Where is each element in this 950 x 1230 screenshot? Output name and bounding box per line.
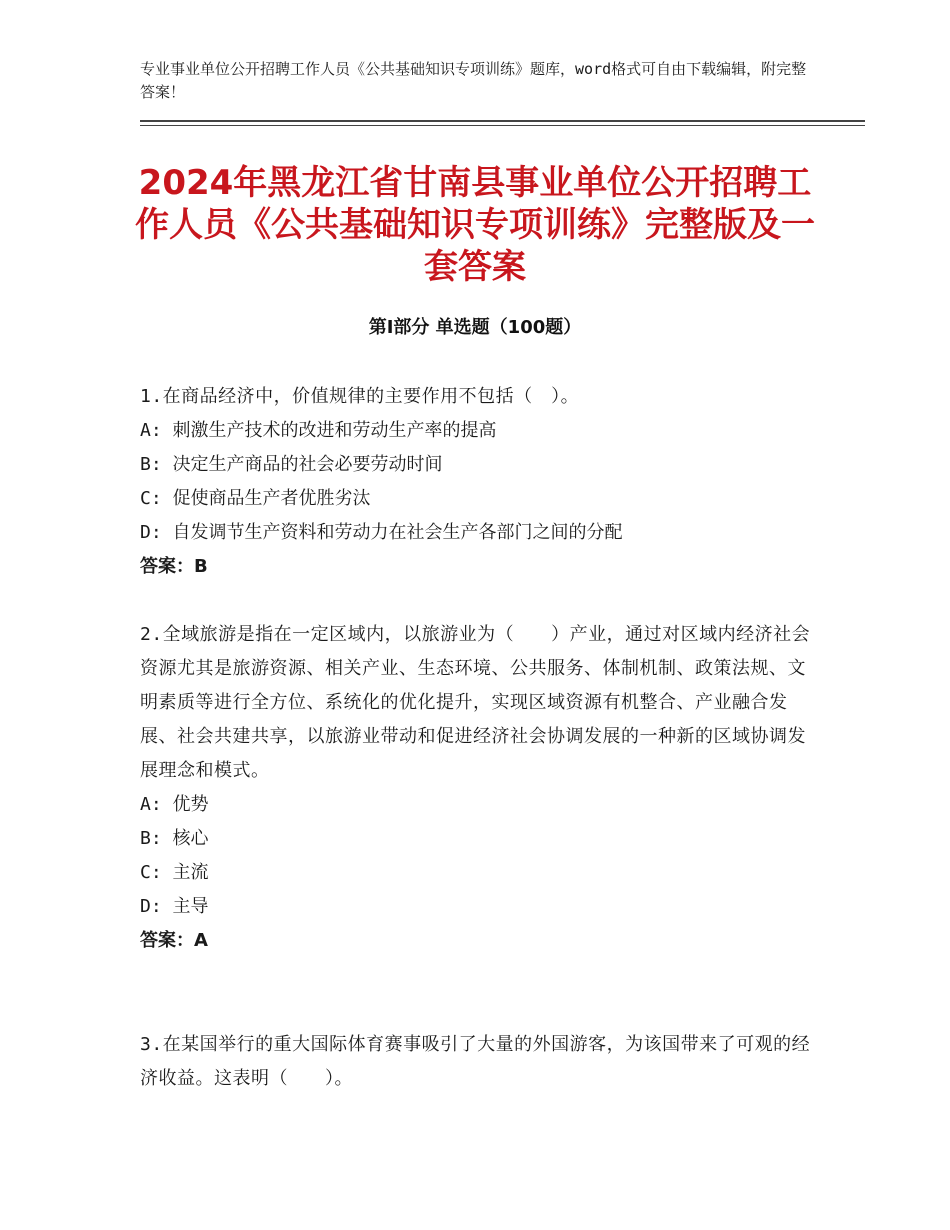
option-d: D: 主导 <box>140 896 209 917</box>
question-stem: 2.全域旅游是指在一定区域内，以旅游业为（ ）产业，通过对区域内经济社会资源尤其是旅游资源、相关产业、生态环境、公共服务、体制机制、政策法规、文明素质等进行全方位、系统化的优化提升，实现区域资源有机整合、产业融合发展、社会共建共享，以旅游业带动和促进经济社会协调发展的一种新的区域协调发展理念和模式。 <box>140 624 811 781</box>
option-a: A: 优势 <box>140 794 209 815</box>
answer: 答案：A <box>140 930 208 951</box>
question-stem: 1.在商品经济中，价值规律的主要作用不包括（ ）。 <box>140 386 580 407</box>
option-c: C: 促使商品生产者优胜劣汰 <box>140 488 371 509</box>
question-2 <box>140 618 820 958</box>
option-d: D: 自发调节生产资料和劳动力在社会生产各部门之间的分配 <box>140 522 623 543</box>
question-stem: 3.在某国举行的重大国际体育赛事吸引了大量的外国游客，为该国带来了可观的经济收益。这表明（ ）。 <box>140 1034 811 1089</box>
question-3 <box>140 1028 820 1096</box>
option-c: C: 主流 <box>140 862 209 883</box>
header-divider <box>140 120 865 126</box>
section-heading: 第Ⅰ部分 单选题（100题） <box>368 317 582 338</box>
header-note: 专业事业单位公开招聘工作人员《公共基础知识专项训练》题库，word格式可自由下载编辑，附完整答案！ <box>140 60 807 101</box>
option-a: A: 刺激生产技术的改进和劳动生产率的提高 <box>140 420 497 441</box>
option-b: B: 核心 <box>140 828 209 849</box>
option-b: B: 决定生产商品的社会必要劳动时间 <box>140 454 443 475</box>
question-1 <box>140 380 820 584</box>
document-title: 2024年黑龙江省甘南县事业单位公开招聘工作人员《公共基础知识专项训练》完整版及一套答案 <box>135 163 815 287</box>
answer: 答案：B <box>140 556 208 577</box>
